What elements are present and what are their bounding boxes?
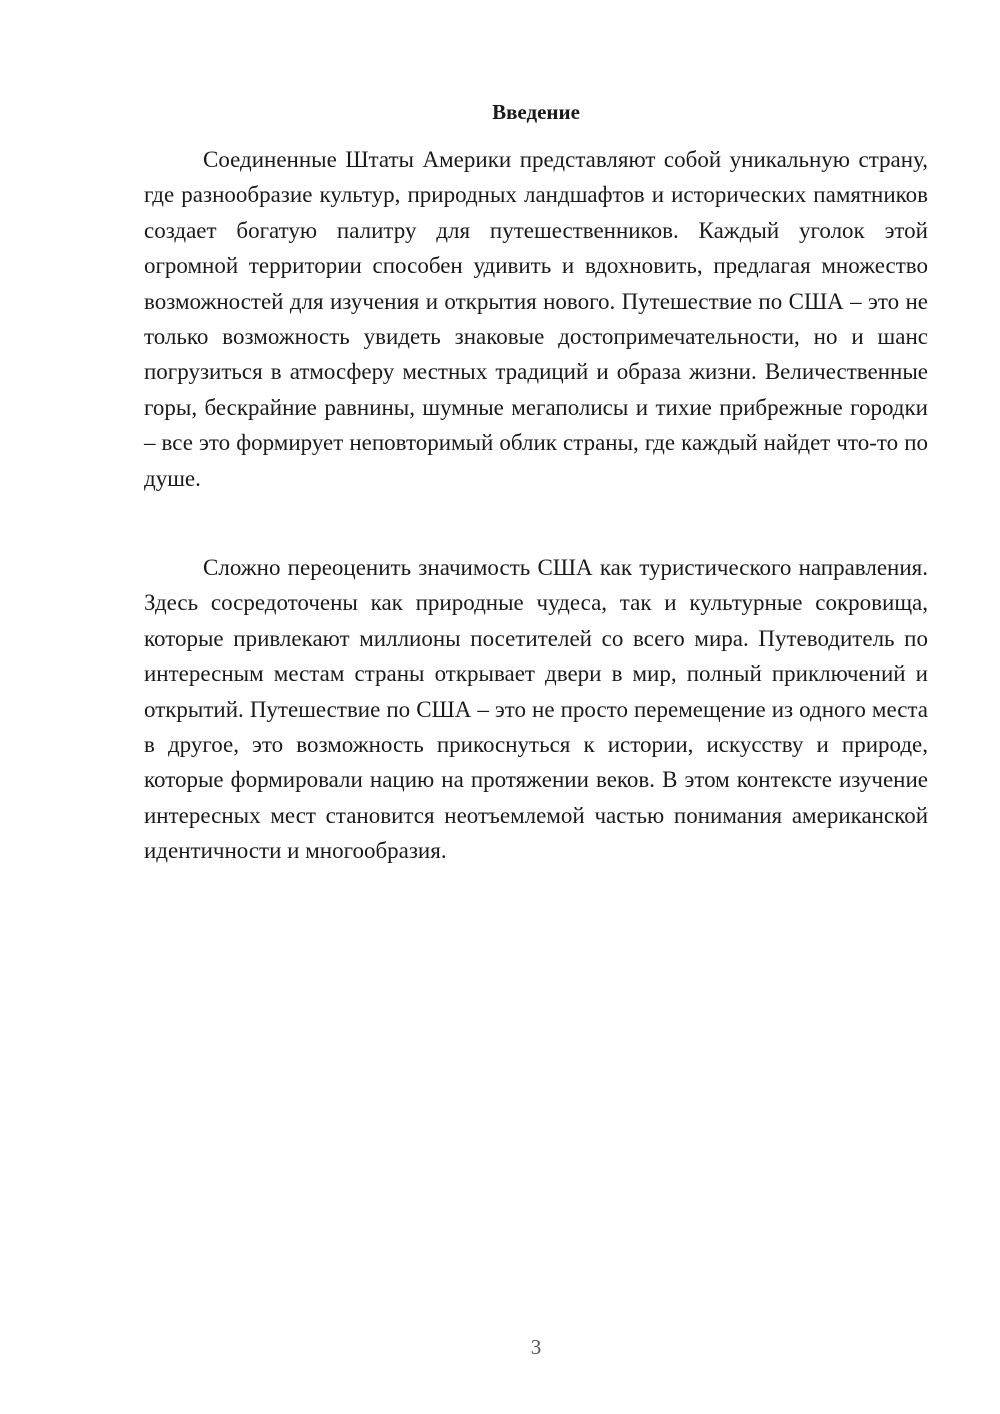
paragraph-intro: Соединенные Штаты Америки представляют собой уникальную страну, где разнообразие культур, природных ландшафтов и исторических памятников создает богатую палитру для путешественников. Каждый уголок этой огромной территории способен удивить и вдохновить, предлагая множество возможностей для изучения и открытия нового. Путешествие по США – это не только возможность увидеть знаковые достопримечательности, но и шанс погрузиться в атмосферу местных традиций и образа жизни. Величественные горы, бескрайние равнины, шумные мегаполисы и тихие прибрежные городки – все это формирует неповторимый облик страны, где каждый найдет что-то по душе. [144,147,928,491]
paragraph-significance: Сложно переоценить значимость США как туристического направления. Здесь сосредоточены как природные чудеса, так и культурные сокровища, которые привлекают миллионы посетителей со всего мира. Путеводитель по интересным местам страны открывает двери в мир, полный приключений и открытий. Путешествие по США – это не просто перемещение из одного места в другое, это возможность прикоснуться к истории, искусству и природе, которые формировали нацию на протяжении веков. В этом контексте изучение интересных мест становится неотъемлемой частью понимания американской идентичности и многообразия. [144,555,928,864]
section-heading: Введение [492,100,580,124]
page-number: 3 [530,1335,542,1359]
